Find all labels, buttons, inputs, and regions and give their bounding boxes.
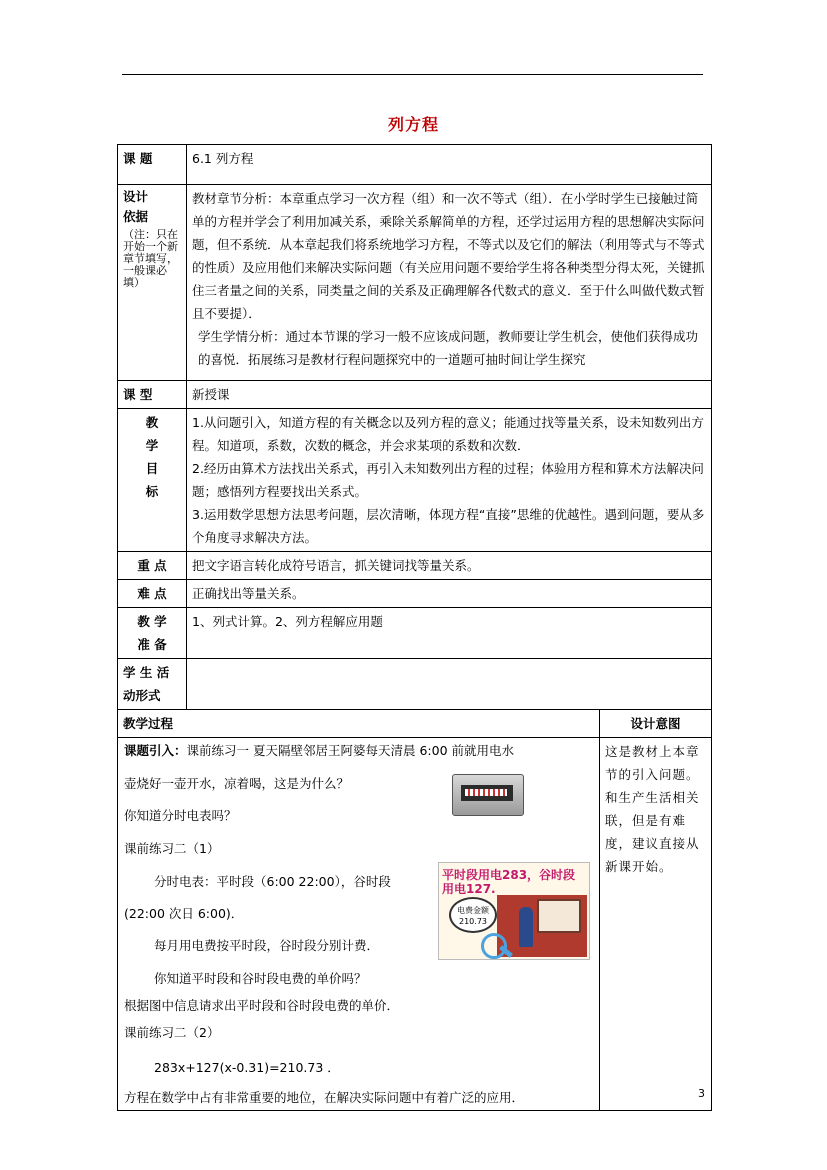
row-process-header bbox=[118, 710, 712, 738]
equation: 283x+127(x-0.31)=210.73 ． bbox=[154, 1060, 340, 1075]
key-point-value: 把文字语言转化成符号语言，抓关键词找等量关系。 bbox=[187, 552, 712, 580]
label-prep-1: 教 学 bbox=[137, 614, 167, 629]
process-header: 教学过程 bbox=[118, 710, 600, 738]
poster-bubble: 电费金额210.73 bbox=[449, 897, 497, 933]
goal-item: 3.运用数学思想方法思考问题，层次清晰，体现方程“直接”思维的优越性。遇到问题，要从多个角度寻求解决方法。 bbox=[192, 507, 705, 545]
exercise-two-2: 课前练习二（2） bbox=[124, 1025, 220, 1040]
label-prep-2: 准 备 bbox=[137, 637, 167, 652]
intent-header: 设计意图 bbox=[600, 710, 712, 738]
poster-line-2: 用电127. bbox=[442, 882, 496, 896]
intro-line-2: 壶烧好一壶开水，凉着喝，这是为什么？ bbox=[124, 776, 350, 791]
row-activity bbox=[118, 659, 712, 710]
label-difficulty: 难 点 bbox=[118, 580, 187, 608]
valley-period: (22:00 次日 6:00)． bbox=[124, 906, 244, 921]
label-topic: 课 题 bbox=[118, 145, 187, 185]
preparation-value: 1、列式计算。2、列方程解应用题 bbox=[187, 608, 712, 659]
row-difficulty bbox=[118, 580, 712, 608]
page-title: 列方程 bbox=[387, 115, 439, 134]
lesson-plan-table bbox=[117, 144, 712, 1111]
goals-char-1: 教 bbox=[145, 415, 159, 430]
row-design-basis bbox=[118, 185, 712, 381]
row-preparation bbox=[118, 608, 712, 659]
price-task: 根据图中信息请求出平时段和谷时段电费的单价． bbox=[124, 998, 400, 1013]
label-activity bbox=[118, 659, 187, 710]
header-rule bbox=[122, 74, 703, 75]
label-activity-1: 学 生 活 bbox=[123, 665, 170, 680]
row-topic bbox=[118, 145, 712, 185]
row-goals bbox=[118, 409, 712, 552]
poster-line-1: 平时段用电283，谷时段 bbox=[442, 868, 576, 882]
goals-char-4: 标 bbox=[145, 484, 159, 499]
row-type bbox=[118, 381, 712, 409]
label-goals bbox=[118, 409, 187, 552]
activity-value bbox=[187, 659, 712, 710]
goals-char-2: 学 bbox=[145, 438, 159, 453]
difficulty-value: 正确找出等量关系。 bbox=[187, 580, 712, 608]
row-process-body bbox=[118, 738, 712, 1111]
closing-line: 方程在数学中占有非常重要的地位，在解决实际问题中有着广泛的应用． bbox=[124, 1090, 525, 1105]
design-content bbox=[187, 185, 712, 381]
meter-question: 你知道分时电表吗？ bbox=[124, 808, 237, 823]
intro-line-1 bbox=[124, 743, 514, 759]
billing-text: 每月用电费按平时段，谷时段分别计费． bbox=[154, 938, 380, 953]
label-activity-2: 动形式 bbox=[123, 688, 161, 703]
goals-char-3: 目 bbox=[145, 461, 159, 476]
label-design-basis bbox=[118, 185, 187, 381]
electric-meter-image bbox=[452, 774, 524, 816]
process-content bbox=[118, 738, 600, 1111]
meter-periods: 分时电表：平时段（6:00 22:00），谷时段 bbox=[154, 874, 391, 889]
unit-price-question: 你知道平时段和谷时段电费的单价吗？ bbox=[154, 971, 367, 986]
design-note: （注：只在开始一个新章节填写，一般课必填） bbox=[123, 228, 178, 289]
type-value: 新授课 bbox=[187, 381, 712, 409]
student-analysis: 学生学情分析：通过本节课的学习一般不应该成问题，教师要让学生机会，使他们获得成功的喜悦．拓展练习是教材行程问题探究中的一道题可抽时间让学生探究 bbox=[198, 329, 699, 367]
textbook-analysis: 教材章节分析：本章重点学习一次方程（组）和一次不等式（组）．在小学时学生已接触过简单的方程并学会了利用加减关系，乘除关系解简单的方程，还学过运用方程的思想解决实际问题，但不系统．从本章起我们将系统地学习方程，不等式以及它们的解法（利用等式与不等式的性质）及应用他们来解决实际问题（有关应用问题不要给学生将各种类型分得太死，关键抓住三者量之间的关系，同类量之间的关系及正确理解各代数式的意义．至于什么叫做代数式暂且不要提）． bbox=[192, 191, 705, 321]
goals-content bbox=[187, 409, 712, 552]
topic-value: 6.1 列方程 bbox=[187, 145, 712, 185]
goal-item: 1.从问题引入，知道方程的有关概念以及列方程的意义；能通过找等量关系，设未知数列出方程。知道项，系数，次数的概念，并会求某项的系数和次数． bbox=[192, 415, 704, 453]
electricity-bill-image bbox=[438, 862, 590, 960]
label-key-point: 重 点 bbox=[118, 552, 187, 580]
intent-text: 这是教材上本章节的引入问题。和生产生活相关联，但是有难度，建议直接从新课开始。 bbox=[605, 744, 700, 874]
goal-item: 2.经历由算术方法找出关系式，再引入未知数列出方程的过程；体验用方程和算术方法解决问题；感悟列方程要找出关系式。 bbox=[192, 461, 704, 499]
intro-label: 课题引入： bbox=[124, 743, 187, 758]
row-key-point bbox=[118, 552, 712, 580]
label-preparation bbox=[118, 608, 187, 659]
label-type: 课 型 bbox=[118, 381, 187, 409]
label-design-1: 设计 bbox=[123, 189, 149, 204]
exercise-two-1: 课前练习二（1） bbox=[124, 841, 220, 856]
page-number: 3 bbox=[698, 1087, 705, 1100]
label-design-2: 依据 bbox=[123, 209, 149, 224]
intent-content bbox=[600, 738, 712, 1111]
exercise-one-text: 课前练习一 夏天隔壁邻居王阿婆每天清晨 6:00 前就用电水 bbox=[186, 743, 515, 758]
